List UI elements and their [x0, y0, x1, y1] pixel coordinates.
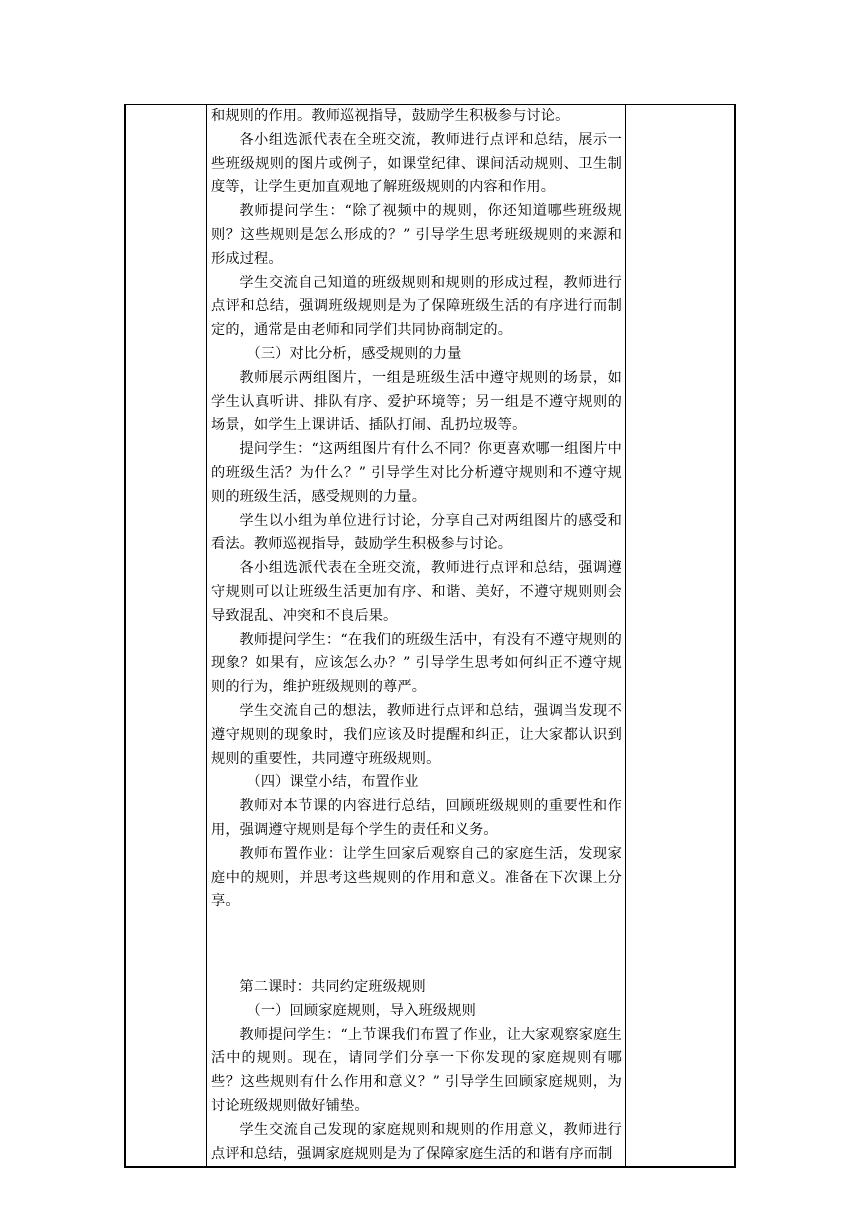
- paragraph: 学生交流自己知道的班级规则和规则的形成过程，教师进行点评和总结，强调班级规则是为了保障班级生活的有序进行而制定的，通常是由老师和同学们共同协商制定的。: [211, 274, 622, 339]
- blank-gap: [211, 914, 622, 976]
- lesson-content: [207, 105, 625, 1166]
- paragraph: 学生以小组为单位进行讨论，分享自己对两组图片的感受和看法。教师巡视指导，鼓励学生积极参与讨论。: [211, 512, 622, 553]
- paragraph: 教师提问学生：“上节课我们布置了作业，让大家观察家庭生活中的规则。现在，请同学们分享一下你发现的家庭规则有哪些？这些规则有什么作用和意义？” 引导学生回顾家庭规则，为讨论班级规则做好铺垫。: [211, 1026, 622, 1115]
- paragraph: 教师展示两组图片，一组是班级生活中遵守规则的场景，如学生认真听讲、排队有序、爱护环境等；另一组是不遵守规则的场景，如学生上课讲话、插队打闹、乱扔垃圾等。: [211, 369, 622, 434]
- paragraph: 教师提问学生：“在我们的班级生活中，有没有不遵守规则的现象？如果有，应该怎么办？” 引导学生思考如何纠正不遵守规则的行为，维护班级规则的尊严。: [211, 631, 622, 696]
- paragraph: 教师布置作业：让学生回家后观察自己的家庭生活，发现家庭中的规则，并思考这些规则的作用和意义。准备在下次课上分享。: [211, 845, 622, 910]
- paragraph: 学生交流自己的想法，教师进行点评和总结，强调当发现不遵守规则的现象时，我们应该及时提醒和纠正，让大家都认识到规则的重要性，共同遵守班级规则。: [211, 702, 622, 767]
- content-column-cell: [207, 105, 626, 1168]
- paragraph: 和规则的作用。教师巡视指导，鼓励学生积极参与讨论。: [211, 108, 570, 124]
- table-row: [125, 105, 735, 1168]
- paragraph: 提问学生：“这两组图片有什么不同？你更喜欢哪一组图片中的班级生活？为什么？” 引导学生对比分析遵守规则和不遵守规则的班级生活，感受规则的力量。: [211, 441, 622, 505]
- paragraph: 各小组选派代表在全班交流，教师进行点评和总结，强调遵守规则可以让班级生活更加有序、和谐、美好，不遵守规则则会导致混乱、冲突和不良后果。: [211, 560, 622, 624]
- paragraph: 学生交流自己发现的家庭规则和规则的作用意义，教师进行点评和总结，强调家庭规则是为了保障家庭生活的和谐有序而制: [211, 1121, 622, 1162]
- left-column-cell: [125, 105, 207, 1168]
- lesson-plan-table: [124, 104, 736, 1168]
- section-heading: （四）课堂小结，布置作业: [246, 774, 419, 791]
- paragraph: 第二课时：共同约定班级规则: [239, 979, 426, 996]
- paragraph: 教师对本节课的内容进行总结，回顾班级规则的重要性和作用，强调遵守规则是每个学生的责任和义务。: [211, 798, 622, 838]
- paragraph: 教师提问学生：“除了视频中的规则，你还知道哪些班级规则？这些规则是怎么形成的？” 引导学生思考班级规则的来源和形成过程。: [211, 203, 622, 267]
- section-heading: （一）回顾家庭规则，导入班级规则: [246, 1002, 476, 1019]
- section-heading: （三）对比分析，感受规则的力量: [246, 345, 462, 362]
- right-column-cell: [626, 105, 736, 1168]
- paragraph: 各小组选派代表在全班交流，教师进行点评和总结，展示一些班级规则的图片或例子，如课堂纪律、课间活动规则、卫生制度等，让学生更加直观地了解班级规则的内容和作用。: [211, 131, 622, 196]
